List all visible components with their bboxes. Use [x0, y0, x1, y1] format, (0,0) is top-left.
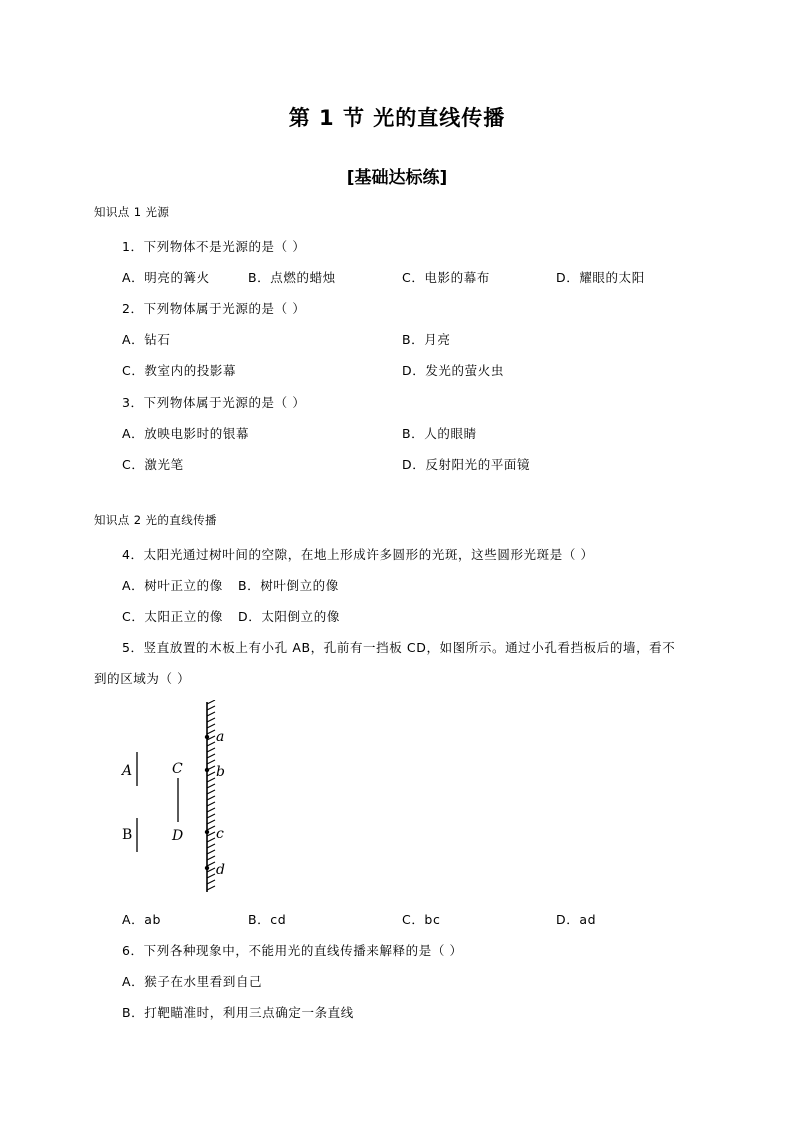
question-4-option-a: A．树叶正立的像: [122, 578, 223, 593]
question-3-option-d: D．反射阳光的平面镜: [402, 457, 531, 472]
label-d: d: [216, 862, 225, 878]
point-a: [205, 735, 209, 739]
question-3-stem: 3．下列物体属于光源的是（ ）: [122, 395, 306, 410]
question-3-option-a: A．放映电影时的银幕: [122, 426, 250, 441]
question-1-option-d: D．耀眼的太阳: [556, 270, 645, 285]
label-c: c: [216, 826, 224, 842]
point-d: [205, 866, 209, 870]
page-title: 第 1 节 光的直线传播: [288, 106, 506, 130]
question-6-stem: 6．下列各种现象中，不能用光的直线传播来解释的是（ ）: [122, 943, 463, 958]
label-A: A: [122, 763, 133, 779]
question-1-option-a: A．明亮的篝火: [122, 270, 210, 285]
question-2-option-d: D．发光的萤火虫: [402, 363, 504, 378]
question-5-option-c: C．bc: [402, 912, 441, 927]
question-4-option-b: B．树叶倒立的像: [238, 578, 339, 593]
question-5-stem-continued: 到的区域为（ ）: [94, 671, 191, 686]
question-2-stem: 2．下列物体属于光源的是（ ）: [122, 301, 306, 316]
question-4-stem: 4．太阳光通过树叶间的空隙，在地上形成许多圆形的光斑，这些圆形光斑是（ ）: [122, 547, 594, 562]
question-1-stem: 1．下列物体不是光源的是（ ）: [122, 239, 306, 254]
label-D: D: [172, 828, 184, 844]
label-a: a: [216, 729, 225, 745]
question-6-option-b: B．打靶瞄准时，利用三点确定一条直线: [122, 1005, 354, 1020]
question-2-option-c: C．教室内的投影幕: [122, 363, 237, 378]
label-B: B: [122, 827, 133, 843]
wall-hatching: [207, 700, 215, 892]
section-heading-1: 知识点 1 光源: [94, 205, 170, 219]
question-4-option-d: D．太阳倒立的像: [238, 609, 340, 624]
question-5-option-d: D．ad: [556, 912, 597, 927]
section-heading-2: 知识点 2 光的直线传播: [94, 513, 217, 527]
question-2-option-b: B．月亮: [402, 332, 451, 347]
point-c: [205, 830, 209, 834]
question-6-option-a: A．猴子在水里看到自己: [122, 974, 263, 989]
question-5-option-b: B．cd: [248, 912, 287, 927]
question-3-option-c: C．激光笔: [122, 457, 184, 472]
question-2-option-a: A．钻石: [122, 332, 171, 347]
label-C: C: [172, 761, 183, 777]
question-1-option-b: B．点燃的蜡烛: [248, 270, 336, 285]
question-5-option-a: A．ab: [122, 912, 162, 927]
pinhole-figure: [115, 700, 265, 900]
point-b: [205, 768, 209, 772]
question-4-option-c: C．太阳正立的像: [122, 609, 224, 624]
question-3-option-b: B．人的眼睛: [402, 426, 477, 441]
question-5-stem: 5．竖直放置的木板上有小孔 AB，孔前有一挡板 CD，如图所示。通过小孔看挡板后的墙，看不: [122, 640, 676, 655]
label-b: b: [216, 764, 225, 780]
section-subtitle: [基础达标练]: [346, 168, 448, 188]
question-1-option-c: C．电影的幕布: [402, 270, 490, 285]
